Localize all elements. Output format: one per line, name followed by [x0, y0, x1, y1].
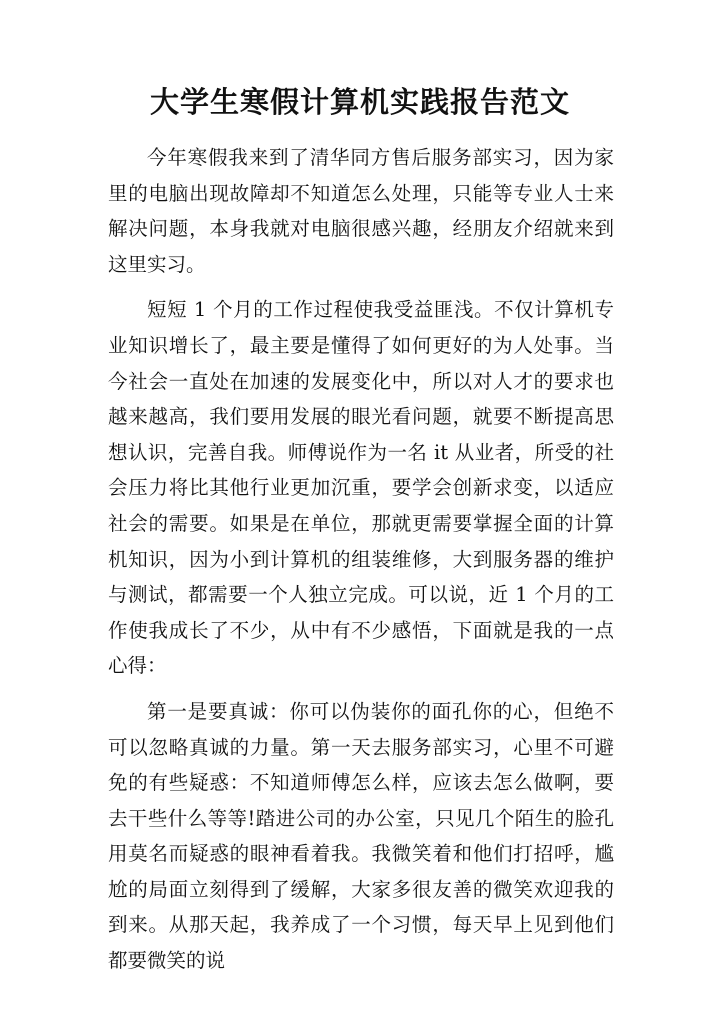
document-title: 大学生寒假计算机实践报告范文 [149, 85, 570, 119]
document-body [108, 140, 614, 979]
paragraph-3: 第一是要真诚：你可以伪装你的面孔你的心，但绝不可以忽略真诚的力量。第一天去服务部实习，心里不可避免的有些疑惑：不知道师傅怎么样，应该去怎么做啊，要去干些什么等等!踏进公司的办公室，只见几个陌生的脸孔用莫名而疑惑的眼神看着我。我微笑着和他们打招呼，尴尬的局面立刻得到了缓解，大家多很友善的微笑欢迎我的到来。从那天起，我养成了一个习惯，每天早上见到他们都要微笑的说 [108, 699, 614, 973]
paragraph-1: 今年寒假我来到了清华同方售后服务部实习，因为家里的电脑出现故障却不知道怎么处理，只能等专业人士来解决问题，本身我就对电脑很感兴趣，经朋友介绍就来到这里实习。 [108, 146, 614, 276]
paragraph-2: 短短 1 个月的工作过程使我受益匪浅。不仅计算机专业知识增长了，最主要是懂得了如何更好的为人处事。当今社会一直处在加速的发展变化中，所以对人才的要求也越来越高，我们要用发展的眼光看问题，就要不断提高思想认识，完善自我。师傅说作为一名 it 从业者，所受的社会压力将比其他行业更加沉重，要学会创新求变，以适应社会的需要。如果是在单位，那就更需要掌握全面的计算机知识，因为小到计算机的组装维修，大到服务器的维护与测试，都需要一个人独立完成。可以说，近 1 个月的工作使我成长了不少，从中有不少感悟，下面就是我的一点心得： [108, 298, 614, 678]
